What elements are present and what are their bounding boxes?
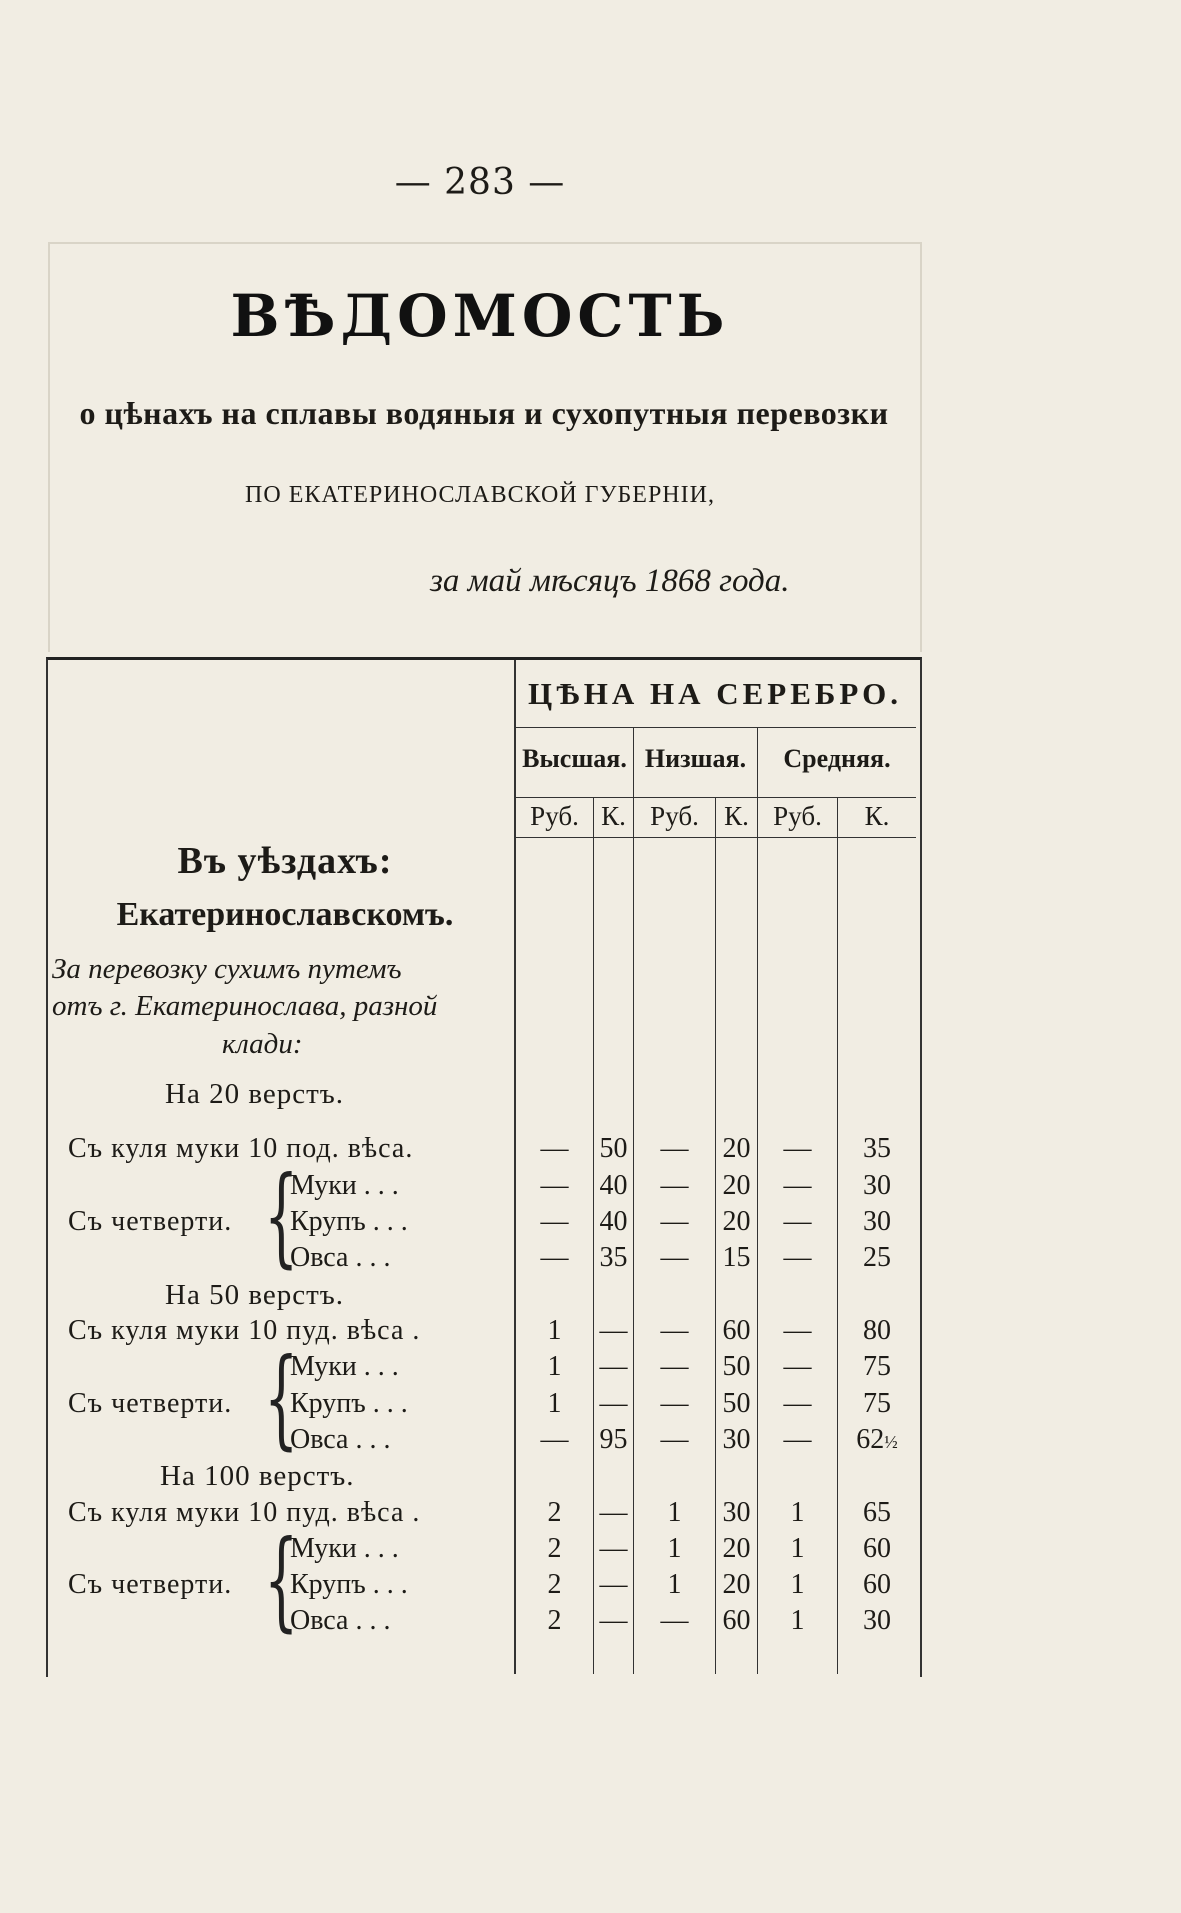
unit-header: К. [724,801,749,831]
price-cell: 65 [863,1497,891,1528]
price-cell: 40 [599,1170,628,1201]
price-cell: 50 [722,1388,751,1419]
header-rule [516,837,916,838]
grain-label: Овса . . . [290,1605,391,1636]
price-cell: 95 [599,1424,628,1455]
price-cell: 30 [863,1605,891,1636]
page-number: — 283 — [394,162,566,203]
price-cell: — [599,1388,628,1419]
price-cell: — [540,1133,569,1164]
price-cell: — [660,1133,689,1164]
price-cell: 1 [790,1497,805,1528]
price-cell: 15 [722,1242,751,1273]
chetvert-row-label: Съ четверти. [68,1388,233,1419]
period-line: за май мѣсяцъ 1868 года. [430,563,790,599]
price-cell: 1 [790,1605,805,1636]
description-line: клади: [222,1028,303,1060]
price-cell: 35 [863,1133,891,1164]
price-cell: 30 [863,1170,891,1201]
price-cell: — [783,1242,812,1273]
unit-header: Руб. [650,801,699,831]
document-subtitle: о цѣнахъ на сплавы водяныя и сухопутныя перевозки [79,395,889,431]
price-header: ЦѢНА НА СЕРЕБРО. [527,676,903,711]
distance-label: На 50 верстъ. [165,1279,344,1311]
price-cell: — [660,1351,689,1382]
price-cell: — [599,1569,628,1600]
grain-label: Муки . . . [290,1170,399,1201]
price-cell: 40 [599,1206,628,1237]
description-line: За перевозку сухимъ путемъ [52,953,402,985]
district-heading: Въ уѣздахъ: [177,840,393,882]
distance-label: На 20 верстъ. [165,1078,344,1110]
price-cell: — [599,1351,628,1382]
price-cell: — [660,1206,689,1237]
unit-header: К. [864,801,890,831]
fraction-half: ½ [884,1432,898,1452]
price-cell: 1 [547,1315,562,1346]
sub-header-lowest: Низшая. [644,744,747,773]
price-cell: — [783,1206,812,1237]
price-cell: — [783,1133,812,1164]
price-cell: 75 [863,1351,891,1382]
price-cell: 62½ [856,1424,898,1455]
price-cell: 1 [790,1569,805,1600]
price-cell: — [599,1605,628,1636]
price-cell: 1 [667,1533,682,1564]
price-cell: — [540,1424,569,1455]
gubernia-line: ПО ЕКАТЕРИНОСЛАВСКОЙ ГУБЕРНІИ, [245,482,715,508]
price-cell: 60 [722,1605,751,1636]
price-cell: 50 [722,1351,751,1382]
price-cell: 1 [547,1351,562,1382]
price-cell: — [660,1242,689,1273]
price-cell: 25 [863,1242,891,1273]
grain-label: Овса . . . [290,1242,391,1273]
distance-label: На 100 верстъ. [160,1460,355,1492]
price-cell: 2 [547,1569,562,1600]
price-cell: 1 [667,1569,682,1600]
district-name: Екатеринославскомъ. [116,896,454,933]
grain-label: Муки . . . [290,1351,399,1382]
grain-label: Овса . . . [290,1424,391,1455]
price-cell: 30 [722,1424,751,1455]
price-cell: 30 [863,1206,891,1237]
price-cell: 30 [722,1497,751,1528]
price-cell: 60 [722,1315,751,1346]
kul-row-label: Съ куля муки 10 пуд. вѣса . [68,1315,421,1346]
brace-glyph: { [264,1154,299,1279]
chetvert-row-label: Съ четверти. [68,1569,233,1600]
description-line: отъ г. Екатеринослава, разной [52,990,438,1022]
chetvert-row-label: Съ четверти. [68,1206,233,1237]
price-cell: — [660,1605,689,1636]
price-cell: 20 [722,1133,751,1164]
sub-header-average: Средняя. [783,744,891,773]
price-cell: — [660,1388,689,1419]
price-cell: — [783,1170,812,1201]
grain-label: Крупъ . . . [290,1388,408,1419]
price-cell: 1 [667,1497,682,1528]
price-cell: 20 [722,1206,751,1237]
price-cell: 50 [599,1133,628,1164]
price-cell: 20 [722,1170,751,1201]
kul-row-label: Съ куля муки 10 под. вѣса. [68,1133,414,1164]
document-title: ВѢДОМОСТЬ [230,282,730,350]
unit-header: К. [601,801,626,831]
price-cell: — [540,1242,569,1273]
grain-label: Крупъ . . . [290,1206,408,1237]
sub-header-highest: Высшая. [522,744,627,773]
price-cell: 2 [547,1533,562,1564]
kul-row-label: Съ куля муки 10 пуд. вѣса . [68,1497,421,1528]
price-cell: — [783,1315,812,1346]
price-cell: — [599,1533,628,1564]
price-cell: — [660,1315,689,1346]
header-rule [516,797,916,798]
price-cell: — [599,1315,628,1346]
price-cell: 1 [790,1533,805,1564]
price-cell: — [783,1388,812,1419]
brace-glyph: { [264,1336,299,1461]
grain-label: Крупъ . . . [290,1569,408,1600]
price-cell: — [783,1351,812,1382]
price-cell: — [599,1497,628,1528]
price-cell: — [540,1206,569,1237]
grain-label: Муки . . . [290,1533,399,1564]
price-cell: 20 [722,1569,751,1600]
price-cell: 20 [722,1533,751,1564]
price-cell: 2 [547,1605,562,1636]
unit-header: Руб. [773,801,822,831]
price-cell: 1 [547,1388,562,1419]
price-cell: — [660,1170,689,1201]
price-cell: 35 [599,1242,628,1273]
price-cell: — [660,1424,689,1455]
price-cell: 75 [863,1388,891,1419]
price-cell: 80 [863,1315,891,1346]
unit-header: Руб. [530,801,579,831]
price-cell: — [783,1424,812,1455]
header-rule [516,727,916,728]
price-cell: — [540,1170,569,1201]
price-cell: 60 [863,1569,891,1600]
price-cell: 2 [547,1497,562,1528]
brace-glyph: { [264,1518,299,1643]
price-cell: 60 [863,1533,891,1564]
